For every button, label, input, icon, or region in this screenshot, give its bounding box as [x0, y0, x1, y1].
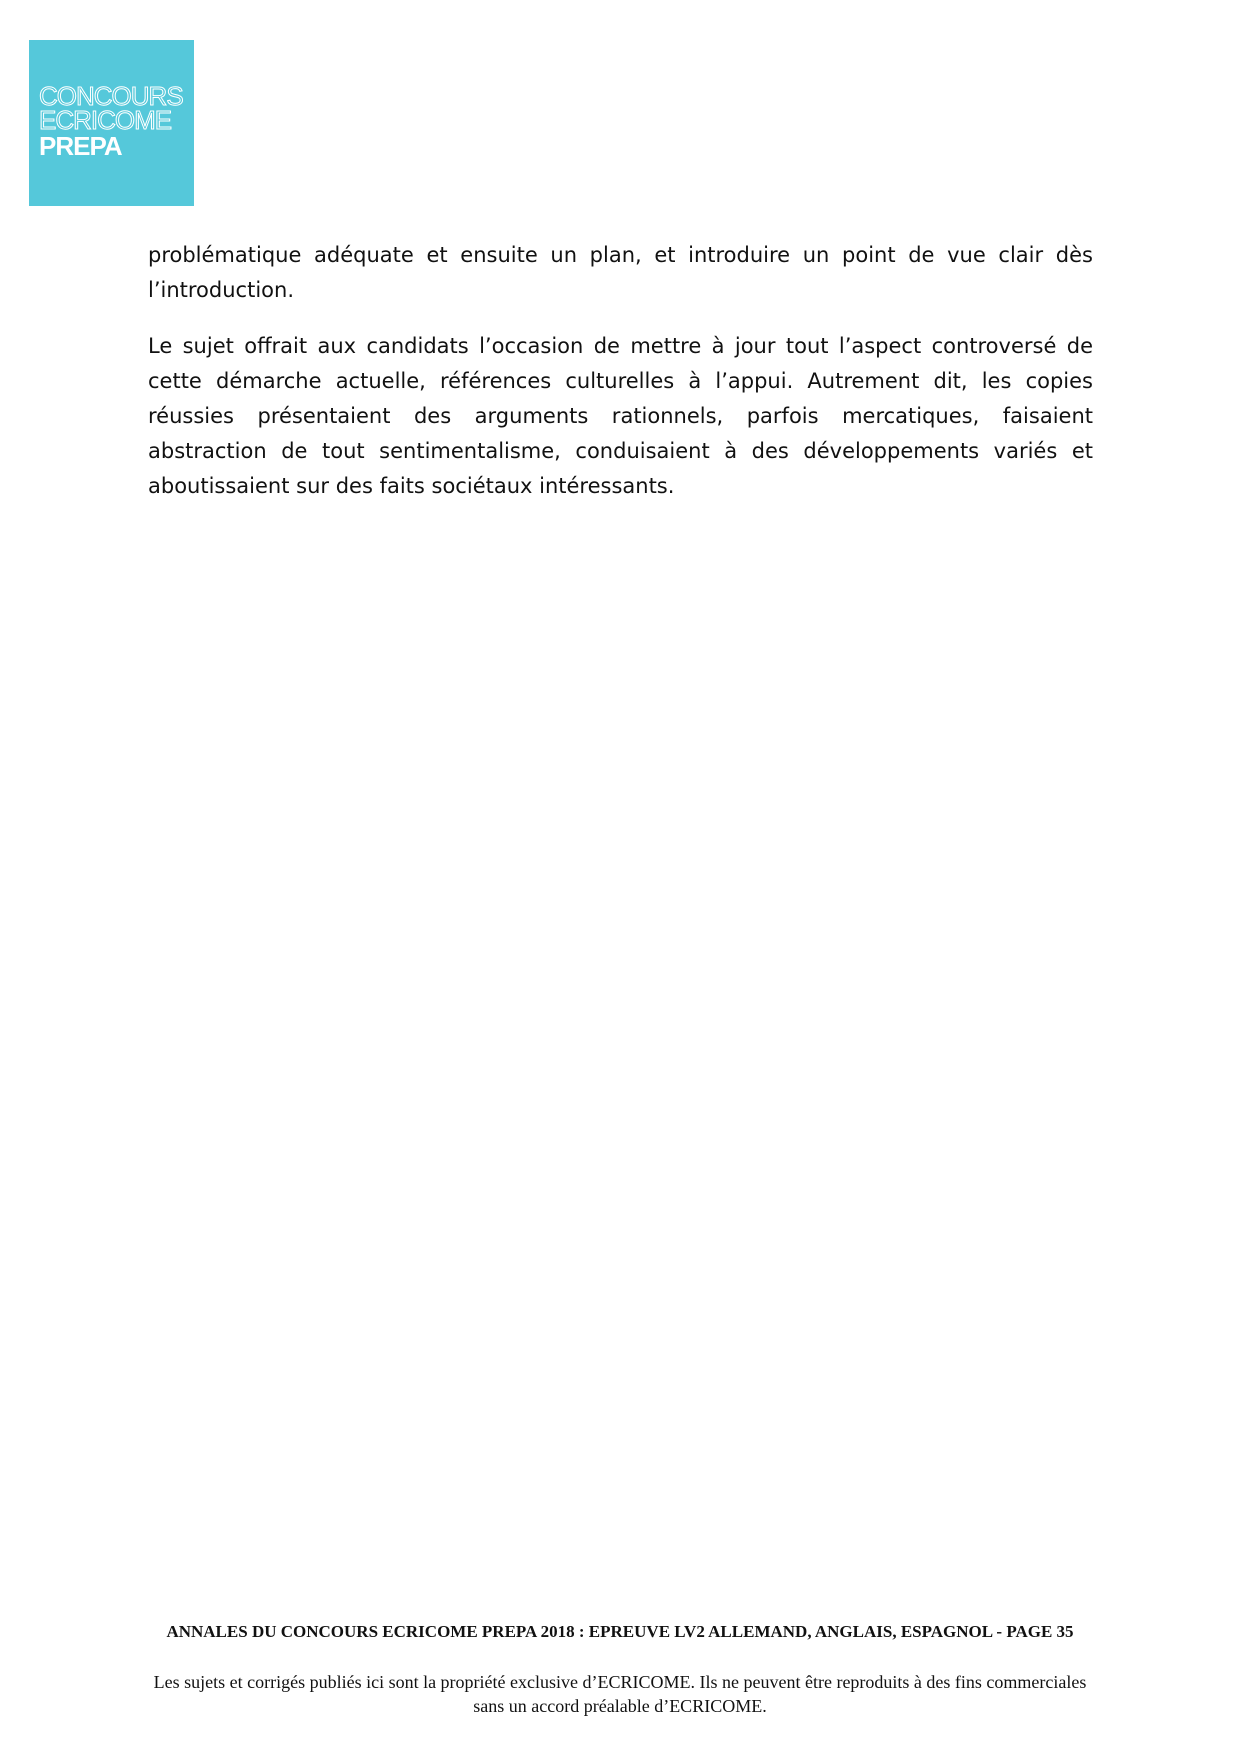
copyright-notice: Les sujets et corrigés publiés ici sont la propriété exclusive d’ECRICOME. Ils ne peuvent être reproduits à des fins commerciales sans un accord préalable d’ECRICOME.	[153, 1672, 1087, 1716]
paragraph: problématique adéquate et ensuite un plan, et introduire un point de vue clair dès l’introduction.	[148, 243, 1093, 302]
logo-line-concours: CONCOURS	[39, 81, 183, 111]
footer-title: ANNALES DU CONCOURS ECRICOME PREPA 2018 : EPREUVE LV2 ALLEMAND, ANGLAIS, ESPAGNOL - PAGE 35	[166, 1622, 1074, 1641]
ecricome-logo	[29, 40, 194, 206]
logo-line-ecricome: ECRICOME	[39, 105, 172, 135]
report-body	[148, 238, 1093, 525]
logo-line-prepa: PREPA	[39, 131, 122, 161]
paragraph: Le sujet offrait aux candidats l’occasion de mettre à jour tout l’aspect controversé de cette démarche actuelle, références culturelles à l’appui. Autrement dit, les copies réussies présentaient des arguments rationnels, parfois mercatiques, faisaient abstraction de tout sentimentalisme, conduisaient à des développements variés et aboutissaient sur des faits sociétaux intéressants.	[148, 334, 1093, 498]
